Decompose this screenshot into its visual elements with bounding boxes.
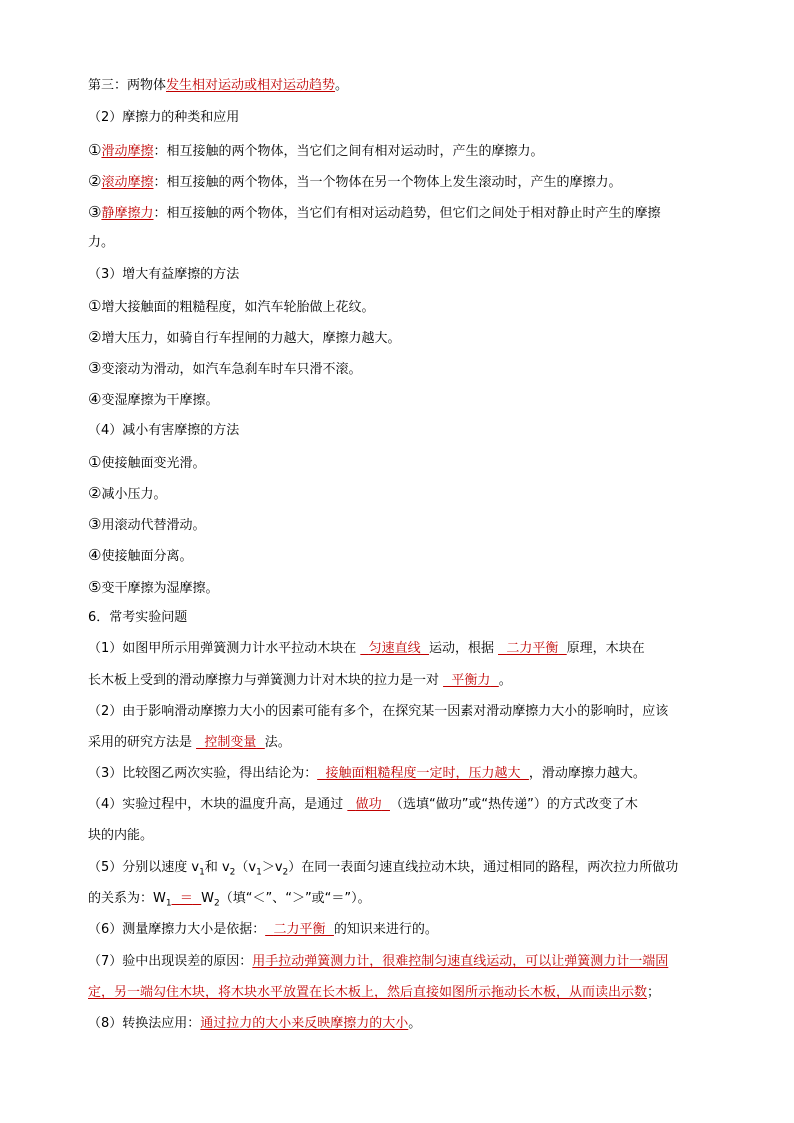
list-item: ②增大压力，如骑自行车捏闸的力越大，摩擦力越大。 bbox=[88, 328, 401, 346]
question-6: （6）测量摩擦力大小是依据： 二力平衡 的知识来进行的。 bbox=[88, 922, 438, 937]
item-sliding-friction: ①滑动摩擦：相互接触的两个物体，当它们之间有相对运动时，产生的摩擦力。 bbox=[88, 141, 544, 159]
list-item: ④变湿摩擦为干摩擦。 bbox=[88, 390, 219, 408]
question-7: （7）验中出现误差的原因：用手拉动弹簧测力计，很难控制匀速直线运动，可以让弹簧测力计一端固 bbox=[88, 954, 669, 969]
list-item: ③用滚动代替滑动。 bbox=[88, 515, 206, 533]
question-1: （1）如图甲所示用弹簧测力计水平拉动木块在 匀速直线 运动，根据 二力平衡 原理，木块在 bbox=[88, 641, 645, 656]
question-2-cont: 采用的研究方法是 控制变量 法。 bbox=[88, 735, 291, 750]
list-item: ①增大接触面的粗糙程度，如汽车轮胎做上花纹。 bbox=[88, 297, 375, 315]
list-item: ②减小压力。 bbox=[88, 484, 167, 502]
answer-text: 滑动摩擦 bbox=[101, 144, 154, 159]
answer-text: 通过拉力的大小来反映摩擦力的大小 bbox=[200, 1016, 409, 1031]
question-8: （8）转换法应用：通过拉力的大小来反映摩擦力的大小。 bbox=[88, 1016, 422, 1031]
answer-blank: 接触面粗糙程度一定时，压力越大 bbox=[325, 766, 521, 781]
answer-blank: 做功 bbox=[355, 797, 382, 812]
heading-reduce-friction: （4）减小有害摩擦的方法 bbox=[88, 423, 240, 438]
list-item: ①使接触面变光滑。 bbox=[88, 453, 206, 471]
line-third-condition: 第三：两物体发生相对运动或相对运动趋势。 bbox=[88, 78, 349, 93]
question-4: （4）实验过程中，木块的温度升高，是通过 做功 （选填“做功”或“热传递”）的方式改变了木 bbox=[88, 797, 638, 812]
answer-blank: 匀速直线 bbox=[368, 641, 421, 656]
answer-blank: 二力平衡 bbox=[506, 641, 559, 656]
heading-increase-friction: （3）增大有益摩擦的方法 bbox=[88, 267, 240, 282]
question-7-cont: 定，另一端勾住木块，将木块水平放置在长木板上，然后直接如图所示拖动长木板，从而读出示数； bbox=[88, 985, 661, 1000]
question-5-cont: 的关系为：$W_1 = W_2$（填“＜”、“＞”或“＝”）。 bbox=[88, 891, 371, 909]
list-item: ④使接触面分离。 bbox=[88, 546, 193, 564]
question-3: （3）比较图乙两次实验，得出结论为： 接触面粗糙程度一定时，压力越大 ，滑动摩擦力越大。 bbox=[88, 766, 646, 781]
heading-experiment-questions: 6．常考实验问题 bbox=[88, 610, 188, 625]
answer-text: 发生相对运动或相对运动趋势 bbox=[166, 78, 336, 93]
question-2: （2）由于影响滑动摩擦力大小的因素可能有多个，在探究某一因素对滑动摩擦力大小的影响时，应该 bbox=[88, 704, 669, 719]
question-4-cont: 块的内能。 bbox=[88, 828, 154, 843]
question-5: （5）分别以速度 $v_1$和 $v_2(v_1>v_2)$在同一表面匀速直线拉动木块，通过相同的路程，两次拉力所做功 bbox=[88, 860, 679, 878]
answer-text: 定，另一端勾住木块，将木块水平放置在长木板上，然后直接如图所示拖动长木板，从而读出示数 bbox=[88, 985, 648, 1000]
list-item: ③变滚动为滑动，如汽车急刹车时车只滑不滚。 bbox=[88, 359, 362, 377]
answer-text: 用手拉动弹簧测力计，很难控制匀速直线运动，可以让弹簧测力计一端固 bbox=[252, 954, 669, 969]
item-static-friction-cont: 力。 bbox=[88, 235, 115, 250]
answer-blank: 控制变量 bbox=[204, 735, 257, 750]
answer-text: 静摩擦力 bbox=[101, 206, 154, 221]
heading-friction-types: （2）摩擦力的种类和应用 bbox=[88, 110, 240, 125]
answer-blank: 二力平衡 bbox=[273, 922, 326, 937]
answer-blank: ＝ bbox=[179, 891, 193, 906]
item-static-friction: ③静摩擦力：相互接触的两个物体，当它们有相对运动趋势，但它们之间处于相对静止时产生的摩擦 bbox=[88, 203, 661, 221]
list-item: ⑤变干摩擦为湿摩擦。 bbox=[88, 578, 219, 596]
question-1-cont: 长木板上受到的滑动摩擦力与弹簧测力计对木块的拉力是一对 平衡力 。 bbox=[88, 673, 512, 688]
item-rolling-friction: ②滚动摩擦：相互接触的两个物体，当一个物体在另一个物体上发生滚动时，产生的摩擦力。 bbox=[88, 172, 622, 190]
answer-text: 滚动摩擦 bbox=[101, 175, 154, 190]
answer-blank: 平衡力 bbox=[451, 673, 491, 688]
